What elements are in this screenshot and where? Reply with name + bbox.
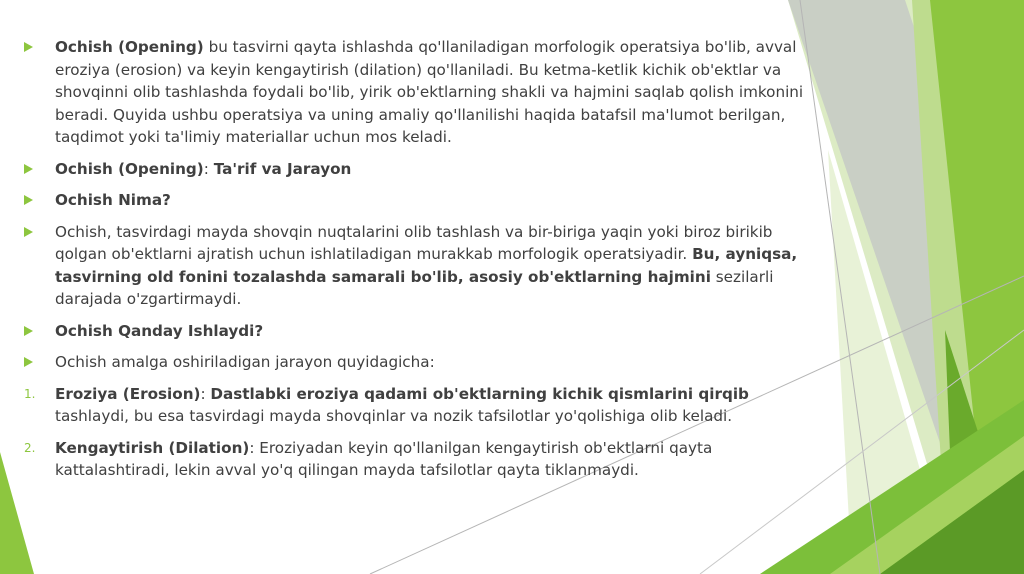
bullet-item	[24, 221, 804, 311]
bold-text: Bu, ayniqsa, tasvirning old fonini tozalashda samarali bo'lib, asosiy ob'ektlarning hajmini	[55, 245, 798, 286]
bold-text: Ochish Qanday Ishlaydi?	[55, 321, 264, 340]
bold-text: Ochish (Opening)	[55, 159, 204, 178]
numbered-item	[24, 383, 804, 428]
item-number: 1.	[24, 386, 36, 401]
bullet-triangle-icon	[24, 164, 33, 174]
body-text: :	[203, 159, 214, 178]
bullet-triangle-icon	[24, 326, 33, 336]
bullet-list	[24, 36, 804, 491]
body-text: Ochish, tasvirdagi mayda shovqin nuqtalarini olib tashlash va bir-biriga yaqin yoki biroz birikib qolgan ob'ektlarni ajratish uchun ishlatiladigan murakkab morfologik operatsiyadir.	[55, 222, 773, 263]
bullet-item	[24, 158, 804, 181]
item-number: 2.	[24, 440, 36, 455]
bold-text: Ochish (Opening)	[55, 38, 204, 56]
bullet-triangle-icon	[24, 195, 33, 205]
bullet-item	[24, 189, 804, 212]
body-text: : Eroziyadan keyin qo'llanilgan kengaytirish ob'ektlarni qayta kattalashtiradi, lekin avval yo'q qilingan mayda tafsilotlar qayta tiklanmaydi.	[55, 438, 713, 479]
bold-text: Dastlabki eroziya qadami ob'ektlarning kichik qismlarini qirqib	[210, 384, 749, 403]
bullet-triangle-icon	[24, 357, 33, 367]
bold-text: Ta'rif va Jarayon	[213, 159, 352, 178]
numbered-item	[24, 437, 804, 482]
bold-text: Eroziya (Erosion)	[55, 384, 201, 403]
bullet-item	[24, 36, 804, 149]
body-text: :	[200, 384, 211, 403]
bullet-item	[24, 351, 804, 374]
body-text: sezilarli darajada o'zgartirmaydi.	[55, 267, 774, 308]
body-text: tashlaydi, bu esa tasvirdagi mayda shovqinlar va nozik tafsilotlar yo'qolishiga olib keladi.	[55, 407, 733, 425]
bold-text: Ochish Nima?	[55, 191, 171, 209]
bullet-triangle-icon	[24, 42, 33, 52]
bullet-triangle-icon	[24, 227, 33, 237]
body-text: Ochish amalga oshiriladigan jarayon quyidagicha:	[55, 353, 435, 371]
body-text: bu tasvirni qayta ishlashda qo'llaniladigan morfologik operatsiya bo'lib, avval eroziya (erosion) va keyin kengaytirish (dilation) qo'llaniladi. Bu ketma-ketlik kichik ob'ektlar va shovqinni olib tashlashda foydali bo'lib, yirik ob'ektlarning shakli va hajmini saqlab qolish imkonini beradi. Quyida ushbu operatsiya va uning amaliy qo'llanilishi haqida batafsil ma'lumot berilgan, taqdimot yoki ta'limiy materiallar uchun mos keladi.	[55, 38, 804, 146]
bold-text: Kengaytirish (Dilation)	[55, 438, 250, 457]
bullet-item	[24, 320, 804, 343]
